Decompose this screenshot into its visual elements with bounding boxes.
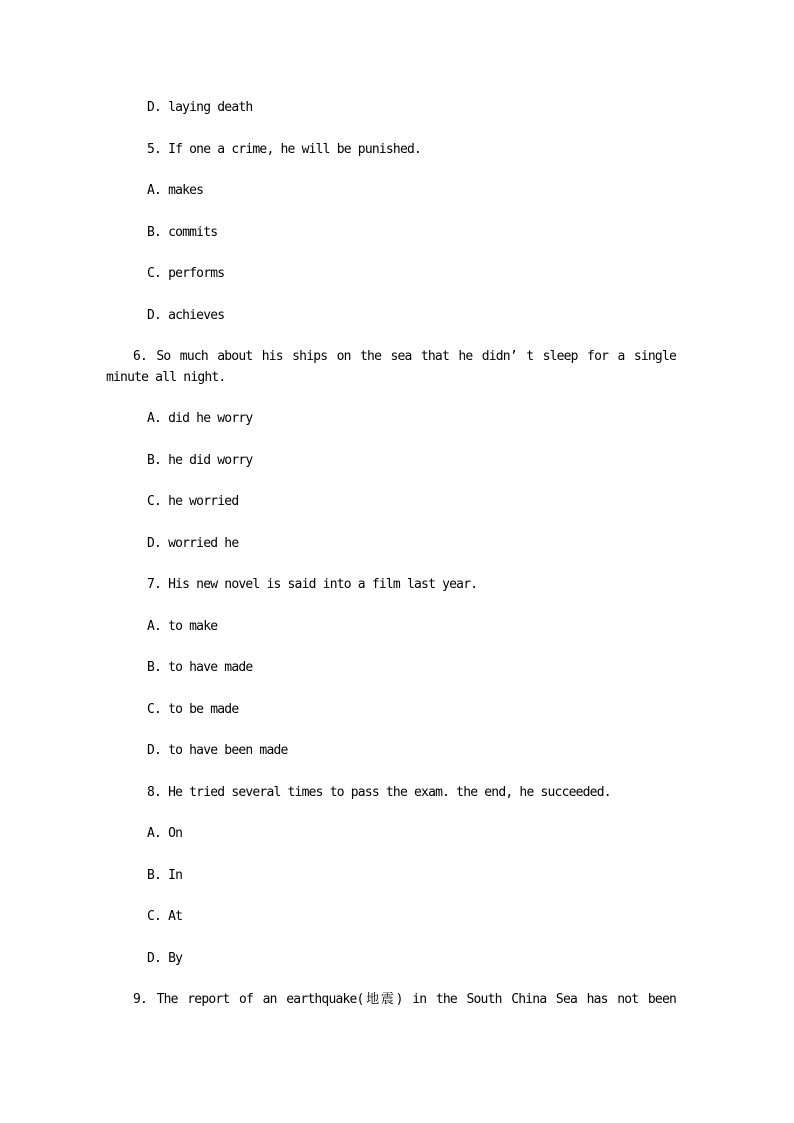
option-line: B. In: [147, 867, 183, 883]
question-line: 9. The report of an earthquake(地震) in the South China Sea has not been: [133, 992, 676, 1008]
question-line: 7. His new novel is said into a film last year.: [147, 577, 478, 593]
question-paragraph: [106, 347, 676, 389]
option-line: C. performs: [147, 266, 225, 281]
option-line: C. to be made: [147, 701, 239, 717]
option-line: B. commits: [147, 224, 218, 240]
option-line: D. By: [147, 950, 183, 966]
option-line: D. achieves: [147, 307, 225, 323]
question-line: 8. He tried several times to pass the exam. the end, he succeeded.: [147, 784, 611, 800]
option-line: A. to make: [147, 618, 218, 634]
option-line: A. makes: [147, 183, 204, 198]
question-line: 5. If one a crime, he will be punished.: [147, 141, 422, 157]
option-line: D. to have been made: [147, 743, 288, 759]
option-line: A. did he worry: [147, 411, 253, 427]
option-line: A. On: [147, 826, 183, 842]
continuation-line: minute all night.: [106, 369, 226, 385]
question-line: 6. So much about his ships on the sea that he didn’ t sleep for a single: [133, 349, 676, 364]
option-line: D. laying death: [147, 100, 253, 115]
option-line: C. At: [147, 909, 183, 925]
option-line: B. he did worry: [147, 452, 253, 468]
option-line: D. worried he: [147, 535, 239, 551]
option-line: B. to have made: [147, 660, 253, 676]
option-line: C. he worried: [147, 494, 239, 510]
